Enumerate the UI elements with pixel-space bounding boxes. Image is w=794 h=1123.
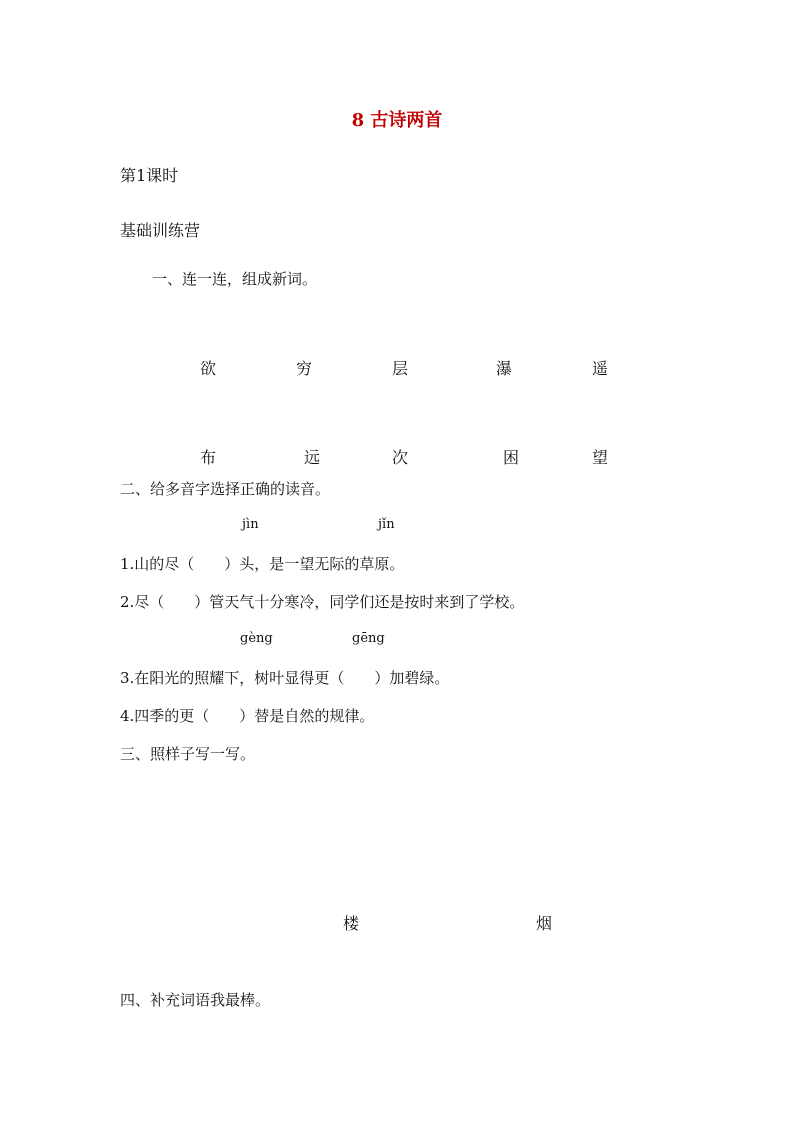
q1-row2-char: 望 — [592, 448, 609, 467]
section-label: 基础训练营 — [120, 221, 201, 240]
q2-sentence-2: 2.尽（ ）管天气十分寒冷，同学们还是按时来到了学校。 — [120, 593, 525, 611]
q1-row1-char: 遥 — [592, 359, 609, 378]
q2-heading: 二、给多音字选择正确的读音。 — [120, 480, 331, 498]
pinyin-option: gèng — [240, 631, 273, 646]
page-title: 8 古诗两首 — [351, 110, 443, 131]
q1-row2-char: 次 — [392, 448, 409, 467]
q1-row1-char: 穷 — [296, 359, 313, 378]
pinyin-option: jǐn — [378, 517, 395, 532]
q2-sentence-4: 4.四季的更（ ）替是自然的规律。 — [120, 707, 375, 725]
pinyin-option: gēng — [352, 631, 385, 646]
q1-row1-char: 欲 — [200, 359, 217, 378]
q1-heading: 一、连一连，组成新词。 — [152, 270, 318, 288]
q3-heading: 三、照样子写一写。 — [120, 745, 256, 763]
pinyin-option: jìn — [242, 517, 259, 532]
q1-row1-char: 层 — [392, 359, 409, 378]
lesson-label: 第1课时 — [120, 166, 179, 185]
q1-row2-char: 困 — [503, 448, 520, 467]
q3-char: 烟 — [536, 914, 553, 933]
q2-sentence-3: 3.在阳光的照耀下，树叶显得更（ ）加碧绿。 — [120, 669, 450, 687]
q1-row1-char: 瀑 — [496, 359, 513, 378]
q2-sentence-1: 1.山的尽（ ）头，是一望无际的草原。 — [120, 555, 405, 573]
q1-row2-char: 远 — [304, 448, 321, 467]
q4-heading: 四、补充词语我最棒。 — [120, 991, 271, 1009]
q1-row2-char: 布 — [200, 448, 217, 467]
q3-char: 楼 — [343, 914, 360, 933]
